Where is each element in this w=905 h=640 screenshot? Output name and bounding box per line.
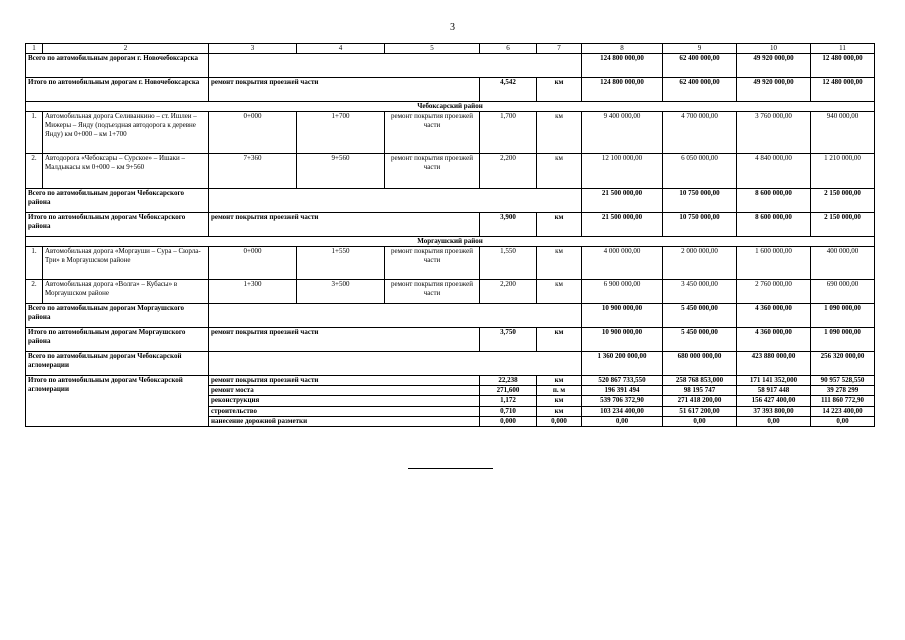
work-type: ремонт покрытия проезжей части xyxy=(385,280,480,304)
amount-cell: 4 360 000,00 xyxy=(737,304,811,328)
amount-cell: 103 234 400,00 xyxy=(582,406,663,416)
amount-cell: 400 000,00 xyxy=(811,247,875,280)
amount-cell: 5 450 000,00 xyxy=(663,328,737,352)
amount-cell: 1 600 000,00 xyxy=(737,247,811,280)
amount-cell: 690 000,00 xyxy=(811,280,875,304)
length-cell: 2,200 xyxy=(480,280,537,304)
amount-cell: 1 210 000,00 xyxy=(811,154,875,189)
unit-cell: км xyxy=(537,376,582,386)
unit-cell: км xyxy=(537,406,582,416)
amount-cell: 8 600 000,00 xyxy=(737,213,811,237)
work-type: ремонт покрытия проезжей части xyxy=(385,112,480,154)
amount-cell: 520 867 733,550 xyxy=(582,376,663,386)
cheb-subtotal-row xyxy=(26,213,875,237)
morg-total-row xyxy=(26,304,875,328)
amount-cell: 2 760 000,00 xyxy=(737,280,811,304)
amount-cell: 5 450 000,00 xyxy=(663,304,737,328)
cheb-total-row xyxy=(26,189,875,213)
col-header: 5 xyxy=(385,44,480,54)
start-km: 0+000 xyxy=(209,247,297,280)
row-number: 1. xyxy=(26,112,43,154)
amount-cell: 124 800 000,00 xyxy=(582,78,663,102)
amount-cell: 98 195 747 xyxy=(663,386,737,396)
amount-cell: 62 400 000,00 xyxy=(663,54,737,78)
amount-cell: 171 141 352,000 xyxy=(737,376,811,386)
work-type: ремонт моста xyxy=(209,386,480,396)
col-header: 6 xyxy=(480,44,537,54)
length-cell: 2,200 xyxy=(480,154,537,189)
work-type: ремонт покрытия проезжей части xyxy=(385,154,480,189)
row-label: Итого по автомобильным дорогам Чебоксарского района xyxy=(26,213,209,237)
col-header: 7 xyxy=(537,44,582,54)
amount-cell: 21 500 000,00 xyxy=(582,189,663,213)
start-km: 1+300 xyxy=(209,280,297,304)
unit-cell: км xyxy=(537,396,582,406)
col-header: 3 xyxy=(209,44,297,54)
row-label: Всего по автомобильным дорогам г. Новочебоксарска xyxy=(26,54,209,78)
amount-cell: 6 050 000,00 xyxy=(663,154,737,189)
amount-cell: 680 000 000,00 xyxy=(663,352,737,376)
amount-cell: 49 920 000,00 xyxy=(737,54,811,78)
section-header-morg xyxy=(26,237,875,247)
length-cell: 3,900 xyxy=(480,213,537,237)
aggl-subtotal-row xyxy=(26,376,875,386)
row-label: Всего по автомобильным дорогам Моргаушского района xyxy=(26,304,209,328)
section-header-cheb xyxy=(26,102,875,112)
amount-cell: 51 617 200,00 xyxy=(663,406,737,416)
row-number: 2. xyxy=(26,154,43,189)
section-title: Чебоксарский район xyxy=(26,102,875,112)
work-type: ремонт покрытия проезжей части xyxy=(209,213,480,237)
amount-cell: 10 750 000,00 xyxy=(663,213,737,237)
length-cell: 1,700 xyxy=(480,112,537,154)
amount-cell: 12 480 000,00 xyxy=(811,54,875,78)
length-cell: 1,172 xyxy=(480,396,537,406)
work-type: строительство xyxy=(209,406,480,416)
amount-cell: 423 880 000,00 xyxy=(737,352,811,376)
unit-cell: км xyxy=(537,213,582,237)
end-divider xyxy=(408,468,493,469)
road-name: Автомобильная дорога «Моргауши – Сура – Сюрла-Три» в Моргаушском районе xyxy=(43,247,209,280)
start-km: 0+000 xyxy=(209,112,297,154)
end-km: 1+550 xyxy=(297,247,385,280)
table-row xyxy=(26,280,875,304)
aggl-total-row xyxy=(26,352,875,376)
row-number: 2. xyxy=(26,280,43,304)
empty-cell xyxy=(209,304,582,328)
amount-cell: 90 957 528,550 xyxy=(811,376,875,386)
col-header: 2 xyxy=(43,44,209,54)
length-cell: 4,542 xyxy=(480,78,537,102)
col-header: 9 xyxy=(663,44,737,54)
amount-cell: 2 150 000,00 xyxy=(811,213,875,237)
length-cell: 1,550 xyxy=(480,247,537,280)
amount-cell: 62 400 000,00 xyxy=(663,78,737,102)
amount-cell: 156 427 400,00 xyxy=(737,396,811,406)
row-label: Итого по автомобильным дорогам Чебоксарской агломерации xyxy=(26,376,209,426)
unit-cell: км xyxy=(537,112,582,154)
amount-cell: 124 800 000,00 xyxy=(582,54,663,78)
amount-cell: 258 768 853,000 xyxy=(663,376,737,386)
end-km: 1+700 xyxy=(297,112,385,154)
amount-cell: 256 320 000,00 xyxy=(811,352,875,376)
amount-cell: 196 391 494 xyxy=(582,386,663,396)
length-cell: 22,238 xyxy=(480,376,537,386)
amount-cell: 1 360 200 000,00 xyxy=(582,352,663,376)
row-label: Всего по автомобильным дорогам Чебоксарской агломерации xyxy=(26,352,209,376)
amount-cell: 0,00 xyxy=(811,416,875,426)
amount-cell: 10 900 000,00 xyxy=(582,328,663,352)
table-row xyxy=(26,247,875,280)
amount-cell: 111 860 772,90 xyxy=(811,396,875,406)
amount-cell: 58 917 448 xyxy=(737,386,811,396)
amount-cell: 12 100 000,00 xyxy=(582,154,663,189)
col-header: 1 xyxy=(26,44,43,54)
amount-cell: 6 900 000,00 xyxy=(582,280,663,304)
road-name: Автомобильная дорога Селиванкино – ст. Ишлеи – Мижеры – Янду (подъездная автодорога к деревне Янду) км 0+000 – км 1+700 xyxy=(43,112,209,154)
amount-cell: 49 920 000,00 xyxy=(737,78,811,102)
amount-cell: 3 450 000,00 xyxy=(663,280,737,304)
amount-cell: 12 480 000,00 xyxy=(811,78,875,102)
novocheb-total-row xyxy=(26,54,875,78)
amount-cell: 21 500 000,00 xyxy=(582,213,663,237)
novocheb-subtotal-row xyxy=(26,78,875,102)
funding-table xyxy=(25,43,875,427)
section-title: Моргаушский район xyxy=(26,237,875,247)
amount-cell: 4 000 000,00 xyxy=(582,247,663,280)
work-type: ремонт покрытия проезжей части xyxy=(385,247,480,280)
road-name: Автодорога «Чебоксары – Сурское» – Ишаки – Малдыкасы км 0+000 – км 9+560 xyxy=(43,154,209,189)
col-header: 11 xyxy=(811,44,875,54)
amount-cell: 0,00 xyxy=(663,416,737,426)
unit-cell: км xyxy=(537,154,582,189)
amount-cell: 9 400 000,00 xyxy=(582,112,663,154)
amount-cell: 8 600 000,00 xyxy=(737,189,811,213)
col-header: 8 xyxy=(582,44,663,54)
empty-cell xyxy=(209,189,582,213)
morg-subtotal-row xyxy=(26,328,875,352)
length-cell: 0,000 xyxy=(480,416,537,426)
row-label: Итого по автомобильным дорогам Моргаушского района xyxy=(26,328,209,352)
amount-cell: 1 090 000,00 xyxy=(811,328,875,352)
page-number: 3 xyxy=(450,22,455,33)
amount-cell: 10 750 000,00 xyxy=(663,189,737,213)
amount-cell: 0,00 xyxy=(737,416,811,426)
work-type: ремонт покрытия проезжей части xyxy=(209,328,480,352)
empty-cell xyxy=(209,352,582,376)
length-cell: 0,710 xyxy=(480,406,537,416)
col-header: 10 xyxy=(737,44,811,54)
road-name: Автомобильная дорога «Волга» – Кубасы» в Моргаушском районе xyxy=(43,280,209,304)
unit-cell: п. м xyxy=(537,386,582,396)
start-km: 7+360 xyxy=(209,154,297,189)
work-type: ремонт покрытия проезжей части xyxy=(209,78,480,102)
col-header: 4 xyxy=(297,44,385,54)
unit-cell: км xyxy=(537,78,582,102)
end-km: 3+500 xyxy=(297,280,385,304)
row-label: Итого по автомобильным дорогам г. Новочебоксарска xyxy=(26,78,209,102)
column-number-row xyxy=(26,44,875,54)
row-label: Всего по автомобильным дорогам Чебоксарского района xyxy=(26,189,209,213)
unit-cell: км xyxy=(537,328,582,352)
amount-cell: 271 418 200,00 xyxy=(663,396,737,406)
unit-cell: 0,000 xyxy=(537,416,582,426)
amount-cell: 10 900 000,00 xyxy=(582,304,663,328)
length-cell: 3,750 xyxy=(480,328,537,352)
amount-cell: 940 000,00 xyxy=(811,112,875,154)
amount-cell: 539 706 372,90 xyxy=(582,396,663,406)
amount-cell: 4 840 000,00 xyxy=(737,154,811,189)
length-cell: 271,600 xyxy=(480,386,537,396)
empty-cell xyxy=(209,54,582,78)
work-type: нанесение дорожной разметки xyxy=(209,416,480,426)
amount-cell: 4 700 000,00 xyxy=(663,112,737,154)
amount-cell: 37 393 800,00 xyxy=(737,406,811,416)
amount-cell: 0,00 xyxy=(582,416,663,426)
table-row xyxy=(26,154,875,189)
work-type: ремонт покрытия проезжей части xyxy=(209,376,480,386)
amount-cell: 2 150 000,00 xyxy=(811,189,875,213)
unit-cell: км xyxy=(537,247,582,280)
row-number: 1. xyxy=(26,247,43,280)
amount-cell: 3 760 000,00 xyxy=(737,112,811,154)
amount-cell: 14 223 400,00 xyxy=(811,406,875,416)
amount-cell: 2 000 000,00 xyxy=(663,247,737,280)
unit-cell: км xyxy=(537,280,582,304)
amount-cell: 4 360 000,00 xyxy=(737,328,811,352)
work-type: реконструкция xyxy=(209,396,480,406)
amount-cell: 39 278 299 xyxy=(811,386,875,396)
amount-cell: 1 090 000,00 xyxy=(811,304,875,328)
end-km: 9+560 xyxy=(297,154,385,189)
table-row xyxy=(26,112,875,154)
